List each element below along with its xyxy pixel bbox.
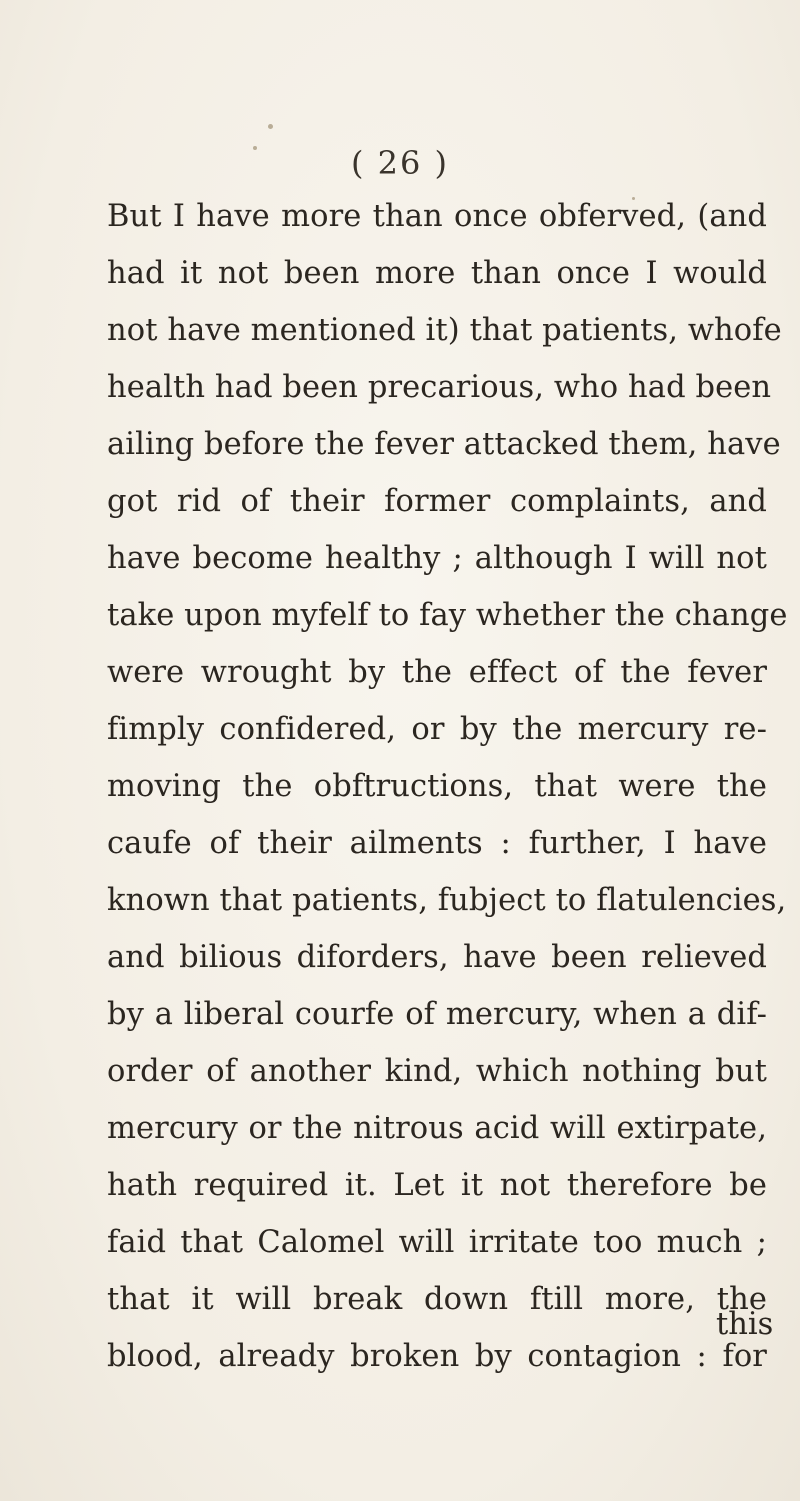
text-line: take upon myfelf to fay whether the change xyxy=(107,598,788,633)
text-line: were wrought by the effect of the fever xyxy=(107,655,767,690)
text-line: by a liberal courfe of mercury, when a dif- xyxy=(107,997,767,1032)
paper-speck xyxy=(268,124,273,129)
text-line: mercury or the nitrous acid will extirpate, xyxy=(107,1111,767,1146)
text-line: ailing before the fever attacked them, have xyxy=(107,427,781,462)
text-line: faid that Calomel will irritate too much ; xyxy=(107,1225,767,1260)
text-line: But I have more than once obferved, (and xyxy=(107,199,767,234)
text-line: known that patients, fubject to flatulencies, xyxy=(107,883,787,918)
text-line: order of another kind, which nothing but xyxy=(107,1054,767,1089)
text-line: got rid of their former complaints, and xyxy=(107,484,767,519)
text-line: that it will break down ftill more, the xyxy=(107,1282,767,1317)
text-line: have become healthy ; although I will not xyxy=(107,541,767,576)
text-line: not have mentioned it) that patients, whofe xyxy=(107,313,782,348)
page-number: ( 26 ) xyxy=(350,144,450,182)
text-line: had it not been more than once I would xyxy=(107,256,767,291)
catchword: this xyxy=(716,1307,774,1342)
text-line: and bilious diforders, have been relieved xyxy=(107,940,767,975)
text-line: health had been precarious, who had been xyxy=(107,370,772,405)
text-line: hath required it. Let it not therefore be xyxy=(107,1168,767,1203)
text-line: blood, already broken by contagion : for xyxy=(107,1339,767,1374)
text-line: fimply confidered, or by the mercury re- xyxy=(107,712,767,747)
body-text xyxy=(107,188,788,1385)
text-line: caufe of their ailments : further, I have xyxy=(107,826,767,861)
text-line: moving the obftructions, that were the xyxy=(107,769,767,804)
